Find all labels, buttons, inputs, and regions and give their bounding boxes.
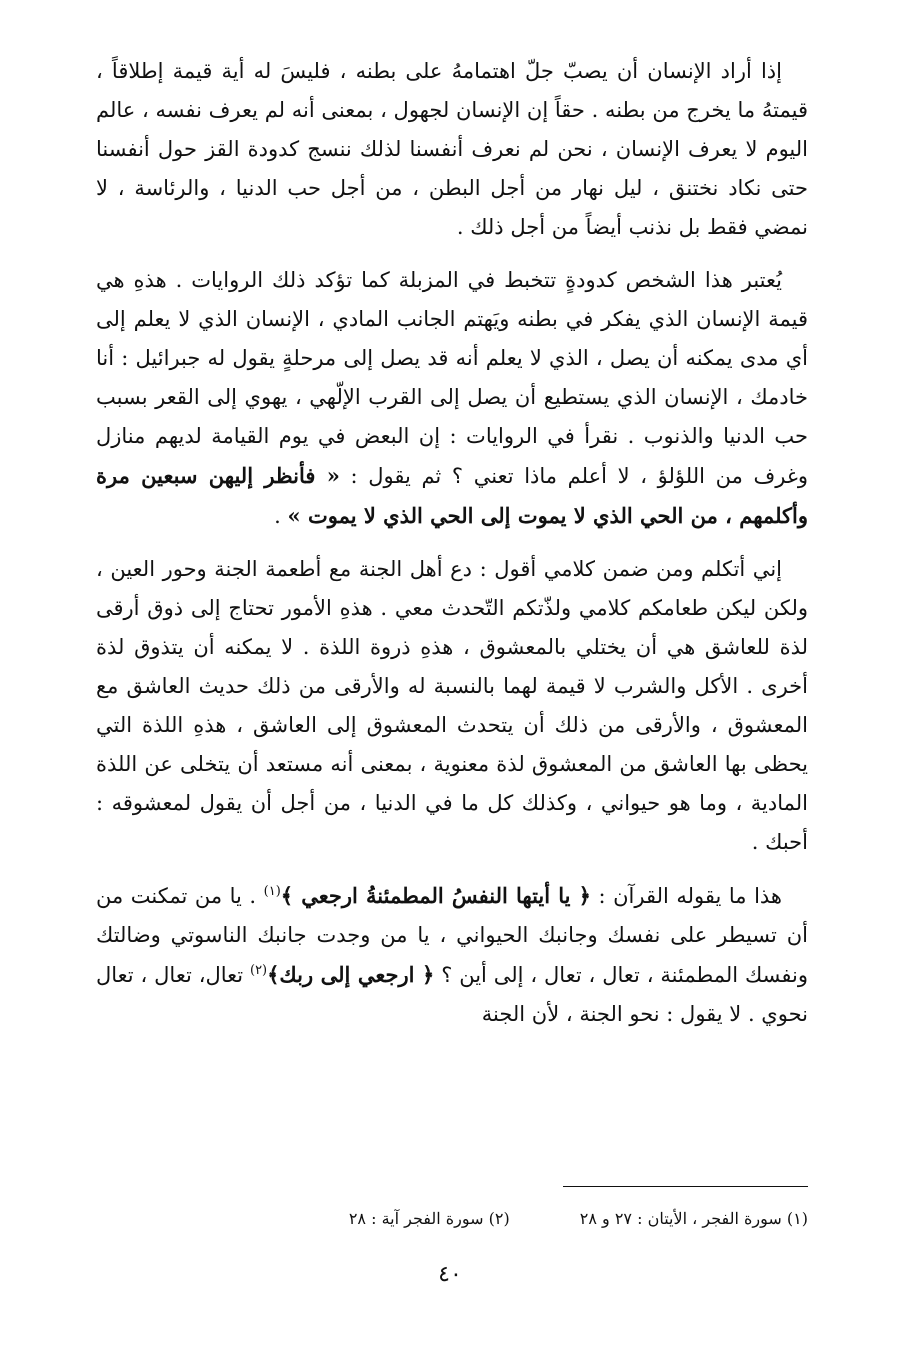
footnote-divider: [563, 1186, 808, 1187]
page-number: ٤٠: [438, 1262, 462, 1287]
quran-verse-1: ﴿ يا أيتها النفسُ المطمئنةُ ارجعي ﴾: [280, 883, 591, 908]
hadith-quote: « فأنظر إليهن سبعين مرة وأكلمهم ، من الحي الذي لا يموت إلى الحي الذي لا يموت »: [96, 463, 808, 528]
page-body: [96, 52, 808, 1034]
paragraph-2-text: يُعتبر هذا الشخص كدودةٍ تتخبط في المزبلة كما تؤكد ذلك الروايات . هذهِ هي قيمة الإنسان الذي يفكر في بطنه ويَهتم الجانب المادي ، الإنسان الذي لا يعلم إلى أي مدى يمكنه أن يصل ، الذي لا يعلم أنه قد يصل إلى مرحلةٍ يقول له جبرائيل : أنا خادمك ، الإنسان الذي يستطيع أن يصل إلى القرب الإلّهي ، يهوي إلى القعر بسبب حب الدنيا والذنوب . نقرأ في الروايات : إن البعض في يوم القيامة لديهم منازل وغرف من اللؤلؤ ، لا أعلم ماذا تعني ؟ ثم يقول :: [96, 268, 808, 488]
footnote-ref-2: (٢): [249, 963, 268, 978]
footnote-2: (٢) سورة الفجر آية : ٢٨: [348, 1209, 510, 1228]
paragraph-2: [96, 261, 808, 536]
footnotes: [96, 1206, 808, 1232]
paragraph-4-text-b: . يا من تمكنت من أن تسيطر على نفسك وجانبك الحيواني ، يا من وجدت جانبك الناسوتي وضالتك ونفسك المطمئنة ، تعال ، تعال ، إلى أين ؟: [96, 884, 808, 987]
paragraph-2-end: .: [274, 504, 288, 528]
footnote-1: (١) سورة الفجر ، الأيتان : ٢٧ و ٢٨: [579, 1209, 808, 1228]
paragraph-3: إني أتكلم ومن ضمن كلامي أقول : دع أهل الجنة مع أطعمة الجنة وحور العين ، ولكن ليكن طعامكم كلامي ولذّتكم التّحدث معي . هذهِ الأمور تحتاج إلى ذوق أرقى لذة للعاشق هي أن يختلي بالمعشوق ، هذهِ ذروة اللذة . لا يمكنه أن يتذوق لذة أخرى . الأكل والشرب لا قيمة لهما بالنسبة له والأرقى من ذلك حديث العاشق مع المعشوق ، والأرقى من ذلك أن يتحدث المعشوق إلى العاشق ، هذهِ اللذة التي يحظى بها العاشق من المعشوق لذة معنوية ، بمعنى أنه مستعد أن يتخلى عن اللذة المادية ، وما هو حيواني ، وكذلك كل ما في الدنيا ، من أجل أن يقول لمعشوقه : أحبك .: [96, 557, 808, 854]
paragraph-4: [96, 876, 808, 1034]
paragraph-4-text-c: تعال، تعال ، تعال نحوي . لا يقول : نحو الجنة ، لأن الجنة: [96, 963, 808, 1026]
paragraph-1: إذا أراد الإنسان أن يصبّ جلّ اهتمامهُ على بطنه ، فليسَ له أية قيمة إطلاقاً ، قيمتهُ ما يخرج من بطنه . حقاً إن الإنسان لجهول ، بمعنى أنه لم يعرف نفسه ، عالم اليوم لا يعرف الإنسان ، نحن لم نعرف أنفسنا لذلك ننسج كدودة القز حول أنفسنا حتى نكاد نختنق ، ليل نهار من أجل البطن ، من أجل حب الدنيا ، والرئاسة ، لا نمضي فقط بل نذنب أيضاً من أجل ذلك .: [96, 59, 808, 239]
paragraph-4-text-a: هذا ما يقوله القرآن :: [590, 884, 782, 908]
footnote-ref-1: (١): [263, 884, 281, 899]
quran-verse-2: ﴿ ارجعي إلى ربك﴾: [267, 962, 435, 987]
